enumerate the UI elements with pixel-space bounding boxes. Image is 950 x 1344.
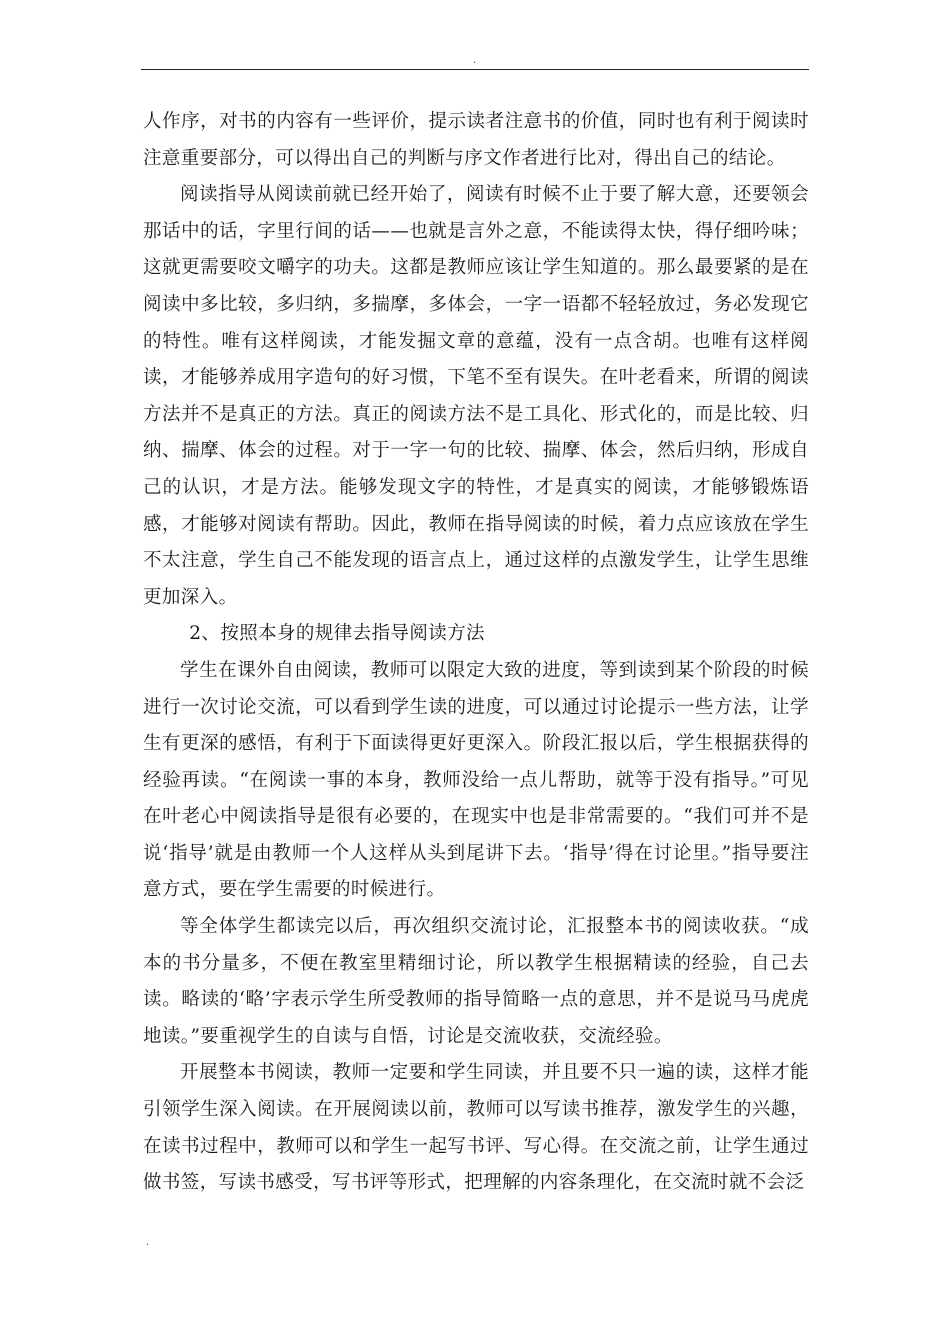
section-heading: 2、按照本身的规律去指导阅读方法 bbox=[189, 623, 485, 645]
paragraph-reading-guidance: 阅读指导从阅读前就已经开始了，阅读有时候不止于要了解大意，还要领会那话中的话，字里行间的话——也就是言外之意，不能读得太快，得仔细吟味；这就更需要咬文嚼字的功夫。这都是教师应该让学生知道的。那么最要紧的是在阅读中多比较，多归纳，多揣摩，多体会，一字一语都不轻轻放过，务必发现它的特性。唯有这样阅读，才能发掘文章的意蕴，没有一点含胡。也唯有这样阅读，才能够养成用字造句的好习惯，下笔不至有误失。在叶老看来，所谓的阅读方法并不是真正的方法。真正的阅读方法不是工具化、形式化的，而是比较、归纳、揣摩、体会的过程。对于一字一句的比较、揣摩、体会，然后归纳，形成自己的认识，才是方法。能够发现文字的特性，才是真实的阅读，才能够锻炼语感，才能够对阅读有帮助。因此，教师在指导阅读的时候，着力点应该放在学生不太注意，学生自己不能发现的语言点上，通过这样的点激发学生，让学生思维更加深入。 bbox=[143, 184, 809, 608]
paragraph-teacher-co-reading: 开展整本书阅读，教师一定要和学生同读，并且要不只一遍的读，这样才能引领学生深入阅读。在开展阅读以前，教师可以写读书推荐，激发学生的兴趣，在读书过程中，教师可以和学生一起写书评、写心得。在交流之前，让学生通过做书签，写读书感受，写书评等形式，把理解的内容条理化，在交流时就不会泛 bbox=[143, 1062, 809, 1194]
document-body bbox=[143, 104, 809, 1202]
header-mark: . bbox=[473, 55, 477, 66]
header-rule bbox=[141, 69, 809, 70]
paragraph-whole-class-discussion: 等全体学生都读完以后，再次组织交流讨论，汇报整本书的阅读收获。“成本的书分量多，不便在教室里精细讨论，所以教学生根据精读的经验，自己去读。略读的‘略’字表示学生所受教师的指导简略一点的意思，并不是说马马虎虎地读。”要重视学生的自读与自悟，讨论是交流收获，交流经验。 bbox=[143, 916, 809, 1047]
paragraph-continuation: 人作序，对书的内容有一些评价，提示读者注意书的价值，同时也有利于阅读时注意重要部分，可以得出自己的判断与序文作者进行比对，得出自己的结论。 bbox=[143, 111, 809, 169]
footer-mark: . bbox=[146, 1237, 150, 1248]
paragraph-free-reading: 学生在课外自由阅读，教师可以限定大致的进度，等到读到某个阶段的时候进行一次讨论交流，可以看到学生读的进度，可以通过讨论提示一些方法，让学生有更深的感悟，有利于下面读得更好更深入。阶段汇报以后，学生根据获得的经验再读。“在阅读一事的本身，教师没给一点儿帮助，就等于没有指导。”可见在叶老心中阅读指导是很有必要的，在现实中也是非常需要的。“我们可并不是说‘指导’就是由教师一个人这样从头到尾讲下去。‘指导’得在讨论里。”指导要注意方式，要在学生需要的时候进行。 bbox=[143, 659, 809, 901]
